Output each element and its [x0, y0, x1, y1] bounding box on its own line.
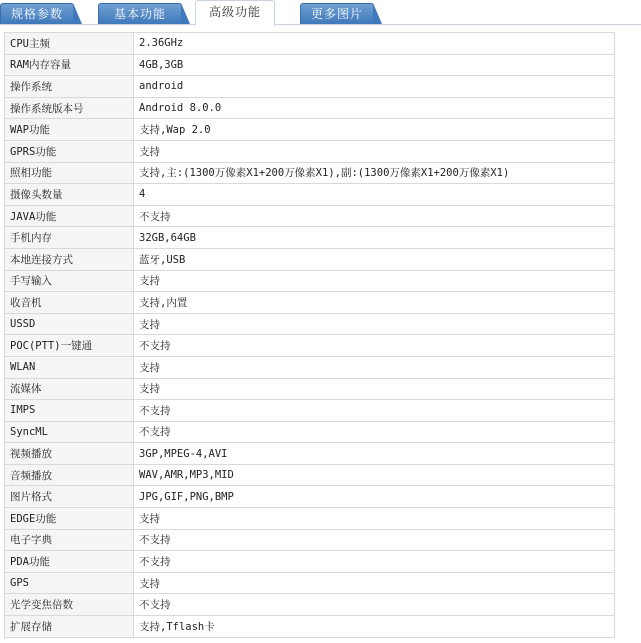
- table-row: [5, 572, 615, 594]
- spec-value: 支持: [134, 270, 615, 292]
- spec-value: 4: [134, 184, 615, 206]
- tab-more-images[interactable]: 更多图片: [300, 3, 374, 24]
- spec-key: 操作系统: [5, 76, 134, 98]
- spec-value: 不支持: [134, 421, 615, 443]
- spec-value: 支持: [134, 508, 615, 530]
- spec-value: WAV,AMR,MP3,MID: [134, 464, 615, 486]
- table-row: [5, 378, 615, 400]
- spec-value: 支持,Tflash卡: [134, 616, 615, 638]
- table-row: [5, 270, 615, 292]
- table-row: [5, 162, 615, 184]
- tab-specs[interactable]: 规格参数: [0, 3, 74, 24]
- spec-key: RAM内存容量: [5, 54, 134, 76]
- spec-value: 不支持: [134, 400, 615, 422]
- spec-key: 手写输入: [5, 270, 134, 292]
- spec-value: 支持,Wap 2.0: [134, 119, 615, 141]
- spec-key: 视频播放: [5, 443, 134, 465]
- spec-value: 蓝牙,USB: [134, 248, 615, 270]
- spec-key: WLAN: [5, 356, 134, 378]
- spec-key: WAP功能: [5, 119, 134, 141]
- table-row: [5, 140, 615, 162]
- spec-key: CPU主频: [5, 33, 134, 55]
- spec-value: 支持: [134, 140, 615, 162]
- table-row: [5, 356, 615, 378]
- table-row: [5, 119, 615, 141]
- spec-key: PDA功能: [5, 551, 134, 573]
- table-row: [5, 464, 615, 486]
- spec-value: 支持,内置: [134, 292, 615, 314]
- table-row: [5, 616, 615, 638]
- spec-value: 不支持: [134, 594, 615, 616]
- spec-key: 照相功能: [5, 162, 134, 184]
- spec-key: 流媒体: [5, 378, 134, 400]
- table-row: [5, 486, 615, 508]
- table-row: [5, 529, 615, 551]
- spec-key: 本地连接方式: [5, 248, 134, 270]
- table-row: [5, 33, 615, 55]
- table-row: [5, 292, 615, 314]
- spec-table: [4, 32, 615, 638]
- spec-value: 不支持: [134, 335, 615, 357]
- spec-key: 手机内存: [5, 227, 134, 249]
- spec-value: Android 8.0.0: [134, 97, 615, 119]
- spec-key: 电子字典: [5, 529, 134, 551]
- table-row: [5, 76, 615, 98]
- table-row: [5, 551, 615, 573]
- spec-value: 支持: [134, 356, 615, 378]
- spec-value: 支持: [134, 313, 615, 335]
- spec-key: 图片格式: [5, 486, 134, 508]
- tab-bar: [0, 0, 641, 25]
- spec-key: 音频播放: [5, 464, 134, 486]
- spec-value: 不支持: [134, 205, 615, 227]
- spec-key: 操作系统版本号: [5, 97, 134, 119]
- spec-key: 光学变焦倍数: [5, 594, 134, 616]
- table-row: [5, 54, 615, 76]
- table-row: [5, 443, 615, 465]
- table-row: [5, 184, 615, 206]
- tab-basic-features[interactable]: 基本功能: [98, 3, 182, 24]
- tab-advanced-features[interactable]: 高级功能: [195, 0, 275, 26]
- table-row: [5, 335, 615, 357]
- spec-value: JPG,GIF,PNG,BMP: [134, 486, 615, 508]
- table-row: [5, 248, 615, 270]
- spec-key: JAVA功能: [5, 205, 134, 227]
- spec-value: 支持: [134, 572, 615, 594]
- spec-key: GPS: [5, 572, 134, 594]
- spec-key: IMPS: [5, 400, 134, 422]
- spec-value: 2.36GHz: [134, 33, 615, 55]
- spec-value: 支持,主:(1300万像素X1+200万像素X1),副:(1300万像素X1+200万像素X1): [134, 162, 615, 184]
- table-row: [5, 594, 615, 616]
- spec-value: 3GP,MPEG-4,AVI: [134, 443, 615, 465]
- spec-value: android: [134, 76, 615, 98]
- spec-key: 扩展存储: [5, 616, 134, 638]
- spec-key: 摄像头数量: [5, 184, 134, 206]
- table-row: [5, 421, 615, 443]
- spec-value: 不支持: [134, 551, 615, 573]
- spec-key: SyncML: [5, 421, 134, 443]
- table-row: [5, 97, 615, 119]
- spec-key: POC(PTT)一键通: [5, 335, 134, 357]
- spec-value: 32GB,64GB: [134, 227, 615, 249]
- spec-value: 支持: [134, 378, 615, 400]
- spec-key: USSD: [5, 313, 134, 335]
- spec-key: 收音机: [5, 292, 134, 314]
- table-row: [5, 313, 615, 335]
- table-row: [5, 227, 615, 249]
- table-row: [5, 205, 615, 227]
- spec-table-body: [5, 33, 615, 638]
- spec-value: 不支持: [134, 529, 615, 551]
- spec-value: 4GB,3GB: [134, 54, 615, 76]
- table-row: [5, 508, 615, 530]
- spec-key: EDGE功能: [5, 508, 134, 530]
- spec-key: GPRS功能: [5, 140, 134, 162]
- table-row: [5, 400, 615, 422]
